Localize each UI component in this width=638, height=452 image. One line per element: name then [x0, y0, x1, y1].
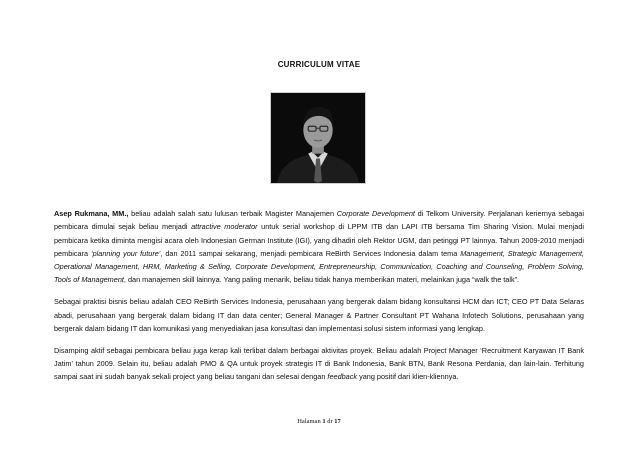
paragraph-1-segment: di Telkom University. Perjalanan keriernya sebagai pembicara dimulai sejak beliau menjadi: [54, 209, 584, 232]
portrait-photo: [270, 92, 366, 184]
paragraph-3: [54, 344, 584, 384]
page-footer: [0, 418, 638, 425]
paragraph-1: [54, 207, 584, 287]
paragraph-1-segment: Corporate Development: [336, 209, 415, 218]
paragraph-1-segment: untuk serial workshop di LPPM ITB dan LAPI ITB bersama Tim Sharing Vision. Mulai menjadi pembicara ketika diminta mengisi acara oleh Indonesian German Institute (IGI), yang dihadiri oleh Rektor UGM, dan petinggi PT lainnya. Tahun 2009-2010 menjadi pembicara: [54, 222, 584, 258]
paragraph-1-segment: ‘planning your future’: [90, 248, 161, 258]
paragraph-1-segment: Asep Rukmana, MM.,: [54, 209, 129, 218]
paragraph-1-segment: , dan manajemen skill lainnya. Yang paling menarik, beliau tidak hanya memberikan materi, melainkan juga “walk the talk”.: [123, 275, 520, 285]
document-title: CURRICULUM VITAE: [277, 60, 361, 69]
paragraph-1-segment: Management, Strategic Management, Operational Management, HRM, Marketing & Selling, Corporate Development, Entrepreneurship, Communication, Coaching and Counseling, Problem Solving, Tools of Management: [54, 248, 585, 285]
footer-separator: dr: [327, 418, 333, 425]
paragraph-2-segment: Sebagai praktisi bisnis beliau adalah CEO ReBirth Services Indonesia, perusahaan yang bergerak dalam bidang konsultansi HCM dan ICT; CEO PT Data Selaras abadi, perusahaan yang bergerak dalam bidang IT dan data center; General Manager & Partner Consultant PT Wahana Infotech Solutions, perusahaan yang bergerak dalam bidang IT dan komunikasi yang menyediakan jasa konsultasi dan implementasi solusi sistem informasi yang lengkap.: [54, 297, 584, 333]
paragraph-1-segment: , dan 2011 sampai sekarang, menjadi pembicara ReBirth Services Indonesia dalam tema: [160, 248, 461, 258]
paragraph-1-segment: beliau adalah salah satu lulusan terbaik Magister Manajemen: [128, 209, 337, 218]
paragraph-1-segment: attractive moderator: [191, 222, 258, 232]
footer-page-number: 1: [322, 418, 326, 425]
portrait-image: [271, 93, 365, 183]
paragraph-2: [54, 295, 584, 335]
paragraph-3-segment: Disamping aktif sebagai pembicara beliau juga kerap kali terlibat dalam berbagai aktivitas proyek. Beliau adalah Project Manager ‘Recruitment Karyawan IT Bank Jatim’ tahun 2009. Selain itu, beliau adalah PMO & QA untuk proyek strategis IT di Bank Indonesia, Bank BTN, Bank Resona Perdania, dan lain-lain. Terhitung sampai saat ini sudah banyak sekali project yang beliau tangani dan selesai dengan: [54, 345, 584, 382]
paragraph-3-segment: yang positif dari klien-kliennya.: [357, 372, 459, 382]
paragraph-3-segment: feedback: [327, 372, 358, 382]
footer-label: Halaman: [297, 418, 321, 425]
biography-text: [54, 207, 584, 392]
footer-total-pages: 17: [334, 418, 341, 425]
